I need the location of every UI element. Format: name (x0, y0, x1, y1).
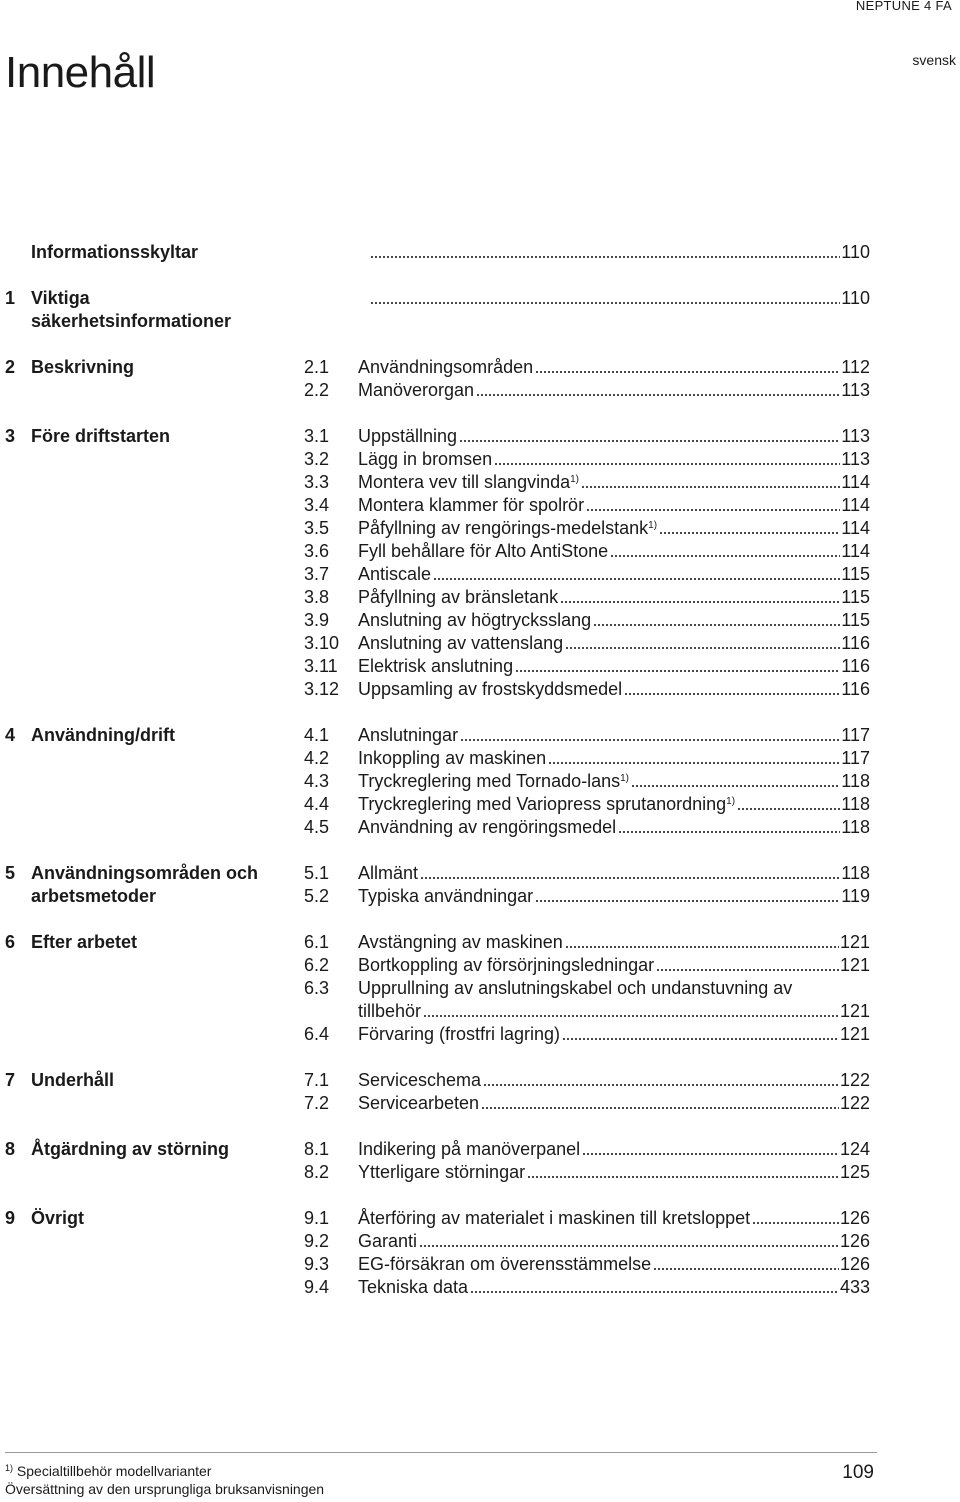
toc-section (0, 1207, 960, 1299)
entry-label (358, 931, 565, 954)
entry-label-text: Typiska användningar (358, 886, 534, 906)
entry-label-text: Återföring av materialet i maskinen till kretsloppet (358, 1208, 751, 1228)
entry-page-number: 119 (841, 886, 870, 906)
toc-entry[interactable] (304, 793, 870, 816)
dot-leader (423, 1015, 839, 1017)
entry-label-text: Antiscale (358, 564, 432, 584)
toc-section (0, 241, 960, 264)
dot-leader (483, 1084, 839, 1086)
entry-page-number: 125 (839, 1162, 870, 1182)
entry-number: 2.2 (304, 380, 330, 400)
entry-label (358, 862, 420, 885)
entry-page-number: 113 (841, 426, 870, 446)
entry-label (358, 425, 459, 448)
entry-label (358, 356, 535, 379)
entry-number: 6.4 (304, 1024, 330, 1044)
entry-label (358, 448, 494, 471)
dot-leader (656, 969, 839, 971)
dot-leader (752, 1222, 839, 1224)
entry-number: 3.7 (304, 564, 330, 584)
entry-page-number: 114 (841, 472, 870, 492)
dot-leader (593, 624, 840, 626)
dot-leader (560, 601, 840, 603)
entry-label (358, 724, 460, 747)
dot-leader (460, 739, 840, 741)
dot-leader (618, 831, 840, 833)
toc-entry[interactable] (304, 655, 870, 678)
entry-page-number: 117 (841, 725, 870, 745)
entry-number: 3.5 (304, 518, 330, 538)
entry-label-text: Servicearbeten (358, 1093, 480, 1113)
dot-leader (653, 1268, 839, 1270)
entry-page-number: 114 (841, 541, 870, 561)
entry-page-number: 121 (839, 1024, 870, 1044)
entry-label-text: Anslutning av vattenslang (358, 633, 564, 653)
toc-entry[interactable] (304, 379, 870, 402)
entry-page-number: 118 (841, 817, 870, 837)
dot-leader (494, 463, 840, 465)
entry-number: 9.4 (304, 1277, 330, 1297)
entry-page-number: 121 (839, 932, 870, 952)
dot-leader (562, 1038, 839, 1040)
entry-number: 6.2 (304, 955, 330, 975)
entry-label (358, 954, 656, 977)
entry-number: 3.9 (304, 610, 330, 630)
section-title: Före driftstarten (31, 426, 171, 446)
entry-label-text: Uppsamling av frostskyddsmedel (358, 679, 623, 699)
entry-page-number: 117 (841, 748, 870, 768)
entry-number: 7.2 (304, 1093, 330, 1113)
dot-leader (586, 509, 840, 511)
section-number: 8 (5, 1139, 16, 1159)
entry-label-text: Manöverorgan (358, 380, 475, 400)
dot-leader (433, 578, 840, 580)
entry-page-number: 121 (839, 955, 870, 975)
entry-number: 9.2 (304, 1231, 330, 1251)
toc-section (0, 931, 960, 1046)
footnote-reference: 1) (648, 520, 658, 531)
entry-label-text: Tryckreglering med Variopress sprutanordning (358, 794, 727, 814)
entry-label-text: Avstängning av maskinen (358, 932, 563, 952)
entry-number: 9.1 (304, 1208, 330, 1228)
toc-entry[interactable] (304, 954, 870, 977)
section-title: Viktiga säkerhetsinformationer (31, 288, 232, 331)
entry-page-number: 126 (839, 1231, 870, 1251)
footnote-mark: 1) (5, 1463, 14, 1473)
entry-label (358, 1161, 527, 1184)
entry-number: 3.1 (304, 426, 330, 446)
section-title: Informationsskyltar (31, 242, 199, 262)
footnote-reference: 1) (726, 796, 736, 807)
section-number: 1 (5, 288, 16, 308)
entry-label-text: Inkoppling av maskinen (358, 748, 547, 768)
toc-section (0, 724, 960, 839)
toc-entry[interactable] (304, 862, 870, 885)
entry-label (358, 793, 737, 816)
dot-leader (548, 762, 840, 764)
dot-leader (582, 1153, 839, 1155)
entry-number: 4.5 (304, 817, 330, 837)
entry-label (358, 1023, 562, 1046)
entry-label-text: Användning av rengöringsmedel (358, 817, 617, 837)
entry-number: 4.2 (304, 748, 330, 768)
footnote-reference: 1) (570, 474, 580, 485)
entry-label-text: Anslutningar (358, 725, 459, 745)
entry-page-number: 116 (841, 633, 870, 653)
toc-entry[interactable] (304, 425, 870, 448)
dot-leader (481, 1107, 839, 1109)
entry-page-number: 110 (841, 288, 870, 308)
entry-page-number: 118 (841, 863, 870, 883)
entry-number: 6.3 (304, 978, 330, 998)
entry-label-text: Påfyllning av rengörings-medelstank (358, 518, 649, 538)
toc-entry[interactable] (304, 586, 870, 609)
entry-label (358, 609, 593, 632)
footer-divider (5, 1452, 877, 1453)
toc-entry[interactable] (304, 1023, 870, 1046)
toc-section (0, 1138, 960, 1184)
entry-label-line1: Upprullning av anslutningskabel och undanstuvning av (358, 978, 793, 998)
entry-label (358, 563, 433, 586)
entry-label (358, 770, 631, 793)
toc-section (0, 287, 960, 333)
entry-number: 8.1 (304, 1139, 330, 1159)
entry-label-text: Anslutning av högtrycksslang (358, 610, 592, 630)
dot-leader (535, 371, 840, 373)
toc-entry[interactable] (304, 494, 870, 517)
toc-entry[interactable] (304, 770, 870, 793)
entry-number: 4.4 (304, 794, 330, 814)
entry-label (358, 1092, 481, 1115)
entry-number: 3.10 (304, 633, 340, 653)
entry-label (358, 517, 659, 540)
dot-leader (370, 256, 840, 258)
section-title: Efter arbetet (31, 932, 138, 952)
section-title: Beskrivning (31, 357, 135, 377)
entry-label (358, 1207, 752, 1230)
section-title: Användningsområden och arbetsmetoder (31, 863, 259, 906)
entry-label-text: Tryckreglering med Tornado-lans (358, 771, 621, 791)
entry-label (358, 678, 624, 701)
toc-entry[interactable] (304, 540, 870, 563)
entry-label (358, 632, 565, 655)
entry-label-text: Förvaring (frostfri lagring) (358, 1024, 561, 1044)
entry-number: 3.12 (304, 679, 340, 699)
section-number: 4 (5, 725, 16, 745)
toc-entry[interactable] (304, 724, 870, 747)
section-number: 7 (5, 1070, 16, 1090)
dot-leader (565, 647, 840, 649)
dot-leader (527, 1176, 839, 1178)
translation-note: Översättning av den ursprungliga bruksanvisningen (5, 1481, 325, 1497)
entry-label-text: Montera vev till slangvinda (358, 472, 571, 492)
entry-page-number: 121 (839, 1001, 870, 1021)
toc-entry[interactable] (304, 632, 870, 655)
entry-number: 3.6 (304, 541, 330, 561)
entry-label (358, 885, 535, 908)
entry-label (358, 747, 548, 770)
toc-entry[interactable] (304, 1092, 870, 1115)
entry-page-number: 116 (841, 656, 870, 676)
toc-entry[interactable] (304, 1276, 870, 1299)
entry-label-text: Montera klammer för spolrör (358, 495, 585, 515)
toc-entry[interactable] (304, 885, 870, 908)
entry-label (358, 655, 515, 678)
footnote (5, 1462, 324, 1498)
toc-entry[interactable] (304, 747, 870, 770)
toc-entry[interactable] (368, 241, 870, 264)
entry-label-text: Serviceschema (358, 1070, 482, 1090)
entry-label-text: Påfyllning av bränsletank (358, 587, 559, 607)
entry-label (358, 494, 586, 517)
entry-number: 2.1 (304, 357, 330, 377)
entry-page-number: 112 (841, 357, 870, 377)
toc-entry[interactable] (304, 1253, 870, 1276)
section-title: Åtgärdning av störning (31, 1139, 229, 1159)
entry-label (358, 586, 560, 609)
entry-label (358, 1000, 423, 1023)
dot-leader (631, 785, 840, 787)
entry-number: 6.1 (304, 932, 330, 952)
dot-leader (581, 486, 840, 488)
entry-page-number: 433 (839, 1277, 870, 1297)
page-title: Innehåll (5, 48, 156, 97)
toc-section (0, 425, 960, 701)
entry-page-number: 118 (841, 794, 870, 814)
toc-entry[interactable] (304, 563, 870, 586)
language-label: svensk (912, 52, 956, 68)
toc-entry[interactable] (304, 517, 870, 540)
entry-label (358, 1253, 653, 1276)
entry-number: 4.3 (304, 771, 330, 791)
toc-section (0, 1069, 960, 1115)
entry-number: 4.1 (304, 725, 330, 745)
section-title: Övrigt (31, 1208, 85, 1228)
toc-entry[interactable] (304, 1230, 870, 1253)
entry-label-text: EG-försäkran om överensstämmelse (358, 1254, 652, 1274)
entry-page-number: 113 (841, 449, 870, 469)
entry-number: 3.8 (304, 587, 330, 607)
entry-page-number: 122 (839, 1093, 870, 1113)
entry-label (358, 816, 618, 839)
entry-page-number: 122 (839, 1070, 870, 1090)
entry-label-text: Fyll behållare för Alto AntiStone (358, 541, 609, 561)
entry-page-number: 124 (839, 1139, 870, 1159)
entry-label-text: Tekniska data (358, 1277, 469, 1297)
entry-page-number: 114 (841, 495, 870, 515)
entry-number: 7.1 (304, 1070, 330, 1090)
entry-page-number: 126 (839, 1208, 870, 1228)
dot-leader (659, 532, 840, 534)
entry-label (358, 1138, 582, 1161)
entry-number: 3.4 (304, 495, 330, 515)
product-name: NEPTUNE 4 FA (855, 0, 952, 13)
entry-label (358, 1069, 483, 1092)
entry-page-number: 115 (841, 564, 870, 584)
dot-leader (737, 808, 840, 810)
section-number: 2 (5, 357, 16, 377)
toc-entry[interactable] (304, 678, 870, 701)
toc-entry[interactable] (304, 931, 870, 954)
entry-label (358, 1230, 419, 1253)
toc-section (0, 862, 960, 908)
footnote-reference: 1) (620, 773, 630, 784)
dot-leader (459, 440, 840, 442)
toc-entry[interactable] (304, 977, 870, 1023)
toc-entry[interactable] (304, 1161, 870, 1184)
entry-label (358, 540, 610, 563)
footnote-text: Specialtillbehör modellvarianter (16, 1463, 212, 1479)
page-number: 109 (842, 1462, 874, 1483)
entry-page-number: 110 (841, 242, 870, 262)
entry-page-number: 114 (841, 518, 870, 538)
entry-number: 8.2 (304, 1162, 330, 1182)
toc-entry[interactable] (304, 816, 870, 839)
toc-entry[interactable] (304, 356, 870, 379)
entry-label-text: Användningsområden (358, 357, 534, 377)
dot-leader (476, 394, 840, 396)
dot-leader (610, 555, 840, 557)
entry-page-number: 116 (841, 679, 870, 699)
entry-page-number: 115 (841, 610, 870, 630)
toc-entry[interactable] (304, 609, 870, 632)
dot-leader (565, 946, 839, 948)
toc-entry[interactable] (304, 448, 870, 471)
entry-page-number: 115 (841, 587, 870, 607)
entry-number: 3.11 (304, 656, 338, 676)
toc-entry[interactable] (304, 1207, 870, 1230)
entry-label-text: Lägg in bromsen (358, 449, 493, 469)
dot-leader (419, 1245, 839, 1247)
dot-leader (515, 670, 840, 672)
section-number: 9 (5, 1208, 16, 1228)
entry-label-text: Garanti (358, 1231, 418, 1251)
entry-page-number: 118 (841, 771, 870, 791)
section-number: 6 (5, 932, 16, 952)
entry-number: 5.2 (304, 886, 330, 906)
toc-entry[interactable] (304, 471, 870, 494)
section-title: Underhåll (31, 1070, 115, 1090)
dot-leader (624, 693, 840, 695)
dot-leader (535, 900, 840, 902)
entry-label-text: Elektrisk anslutning (358, 656, 514, 676)
entry-label (358, 1276, 470, 1299)
toc-section (0, 356, 960, 402)
dot-leader (420, 877, 840, 879)
entry-number: 9.3 (304, 1254, 330, 1274)
entry-label-text: Indikering på manöverpanel (358, 1139, 581, 1159)
dot-leader (470, 1291, 839, 1293)
entry-number: 5.1 (304, 863, 330, 883)
entry-label-text: tillbehör (358, 1001, 422, 1021)
entry-number: 3.2 (304, 449, 330, 469)
toc-entry[interactable] (304, 1138, 870, 1161)
entry-label (358, 471, 581, 494)
entry-number: 3.3 (304, 472, 330, 492)
toc-entry[interactable] (368, 287, 870, 310)
entry-page-number: 126 (839, 1254, 870, 1274)
section-title: Användning/drift (31, 725, 175, 745)
entry-page-number: 113 (841, 380, 870, 400)
section-number: 3 (5, 426, 16, 446)
entry-label-text: Bortkoppling av försörjningsledningar (358, 955, 655, 975)
entry-label-text: Uppställning (358, 426, 458, 446)
entry-label-text: Ytterligare störningar (358, 1162, 526, 1182)
dot-leader (370, 302, 840, 304)
toc-entry[interactable] (304, 1069, 870, 1092)
entry-label-text: Allmänt (358, 863, 419, 883)
entry-label (358, 379, 476, 402)
table-of-contents (0, 241, 960, 1322)
section-number: 5 (5, 863, 16, 883)
